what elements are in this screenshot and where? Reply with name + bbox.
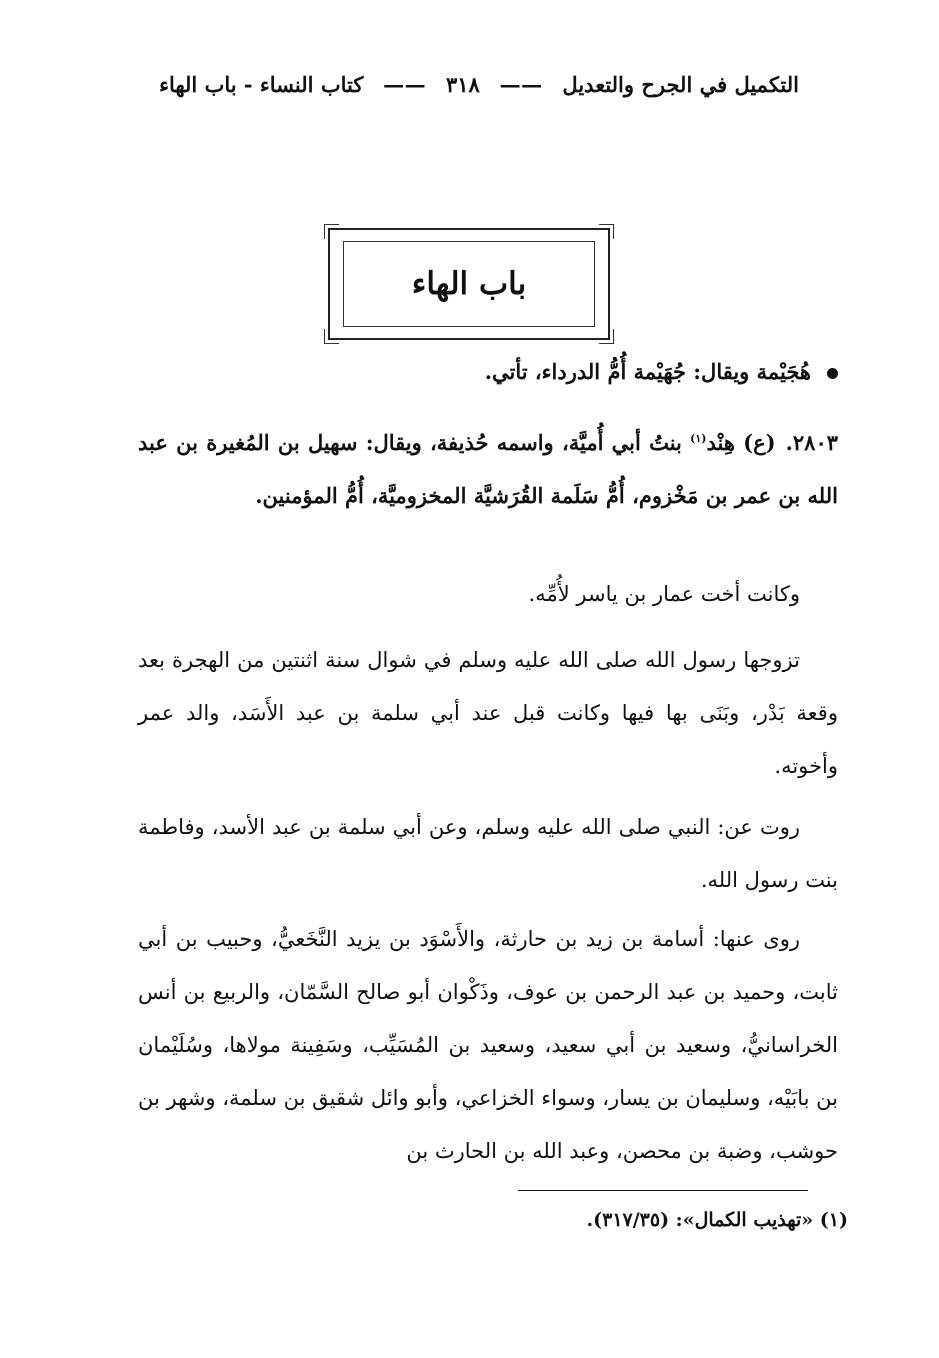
running-head: التكميل في الجرح والتعديل —— ٣١٨ —— كتاب النساء - باب الهاء — [159, 72, 799, 97]
footnote-marker: (١) — [690, 432, 707, 445]
frame-ornament — [324, 224, 339, 239]
entry-number: ٢٨٠٣. — [785, 430, 839, 455]
footnote: (١) «تهذيب الكمال»: (٣١٧/٣٥). — [586, 1209, 848, 1231]
cross-reference — [138, 345, 838, 398]
entry-head-rest: بنتُ أبي أُميَّة، واسمه حُذيفة، ويقال: سهيل بن المُغيرة بن عبد الله بن عمر بن مَخْزوم، أُمُّ سَلَمة القُرَشيَّة المخزوميَّة، أُمُّ المؤمنين. — [138, 430, 838, 508]
header-section: كتاب النساء - باب الهاء — [159, 72, 364, 97]
frame-ornament — [599, 329, 614, 344]
header-book-title: التكميل في الجرح والتعديل — [562, 72, 799, 97]
paragraph: روى عنها: أسامة بن زيد بن حارثة، والأَسْوَد بن يزيد النَّخَعيُّ، وحبيب بن أبي ثابت، وحميد بن عبد الرحمن بن عوف، وذَكْوان أبو صالح السَّمّان، والربيع بن أنس الخراسانيُّ، وسعيد بن أبي سعيد، وسعيد بن المُسَيِّب، وسَفِينة مولاها، وسُلَيْمان بن بابَيْه، وسليمان بن يسار، وسواء الخزاعي، وأبو وائل شقيق بن سلمة، وشهر بن حوشب، وضبة بن محصن، وعبد الله بن الحارث بن — [138, 927, 838, 1163]
header-page-number: ٣١٨ — [445, 72, 480, 97]
bullet-icon — [827, 368, 838, 379]
entry-head-prefix: (ع) هِنْد — [706, 430, 776, 455]
footnote-divider — [518, 1190, 808, 1191]
frame-ornament — [599, 224, 614, 239]
frame-ornament — [324, 329, 339, 344]
paragraph: روت عن: النبي صلى الله عليه وسلم، وعن أبي سلمة بن عبد الأسد، وفاطمة بنت رسول الله. — [138, 815, 838, 892]
chapter-title-frame — [328, 228, 610, 340]
chapter-title: باب الهاء — [411, 266, 527, 302]
biography-entry-heading — [138, 412, 838, 522]
paragraph: وكانت أخت عمار بن ياسر لأُمِّه. — [528, 582, 800, 606]
cross-reference-text: هُجَيْمة ويقال: جُهَيْمة أُمُّ الدرداء، تأتي. — [484, 359, 811, 384]
paragraph: تزوجها رسول الله صلى الله عليه وسلم في شوال سنة اثنتين من الهجرة بعد وقعة بَدْر، وبَنَى بها فيها وكانت قبل عند أبي سلمة بن عبد الأَسَد، والد عمر وأخوته. — [138, 648, 838, 778]
